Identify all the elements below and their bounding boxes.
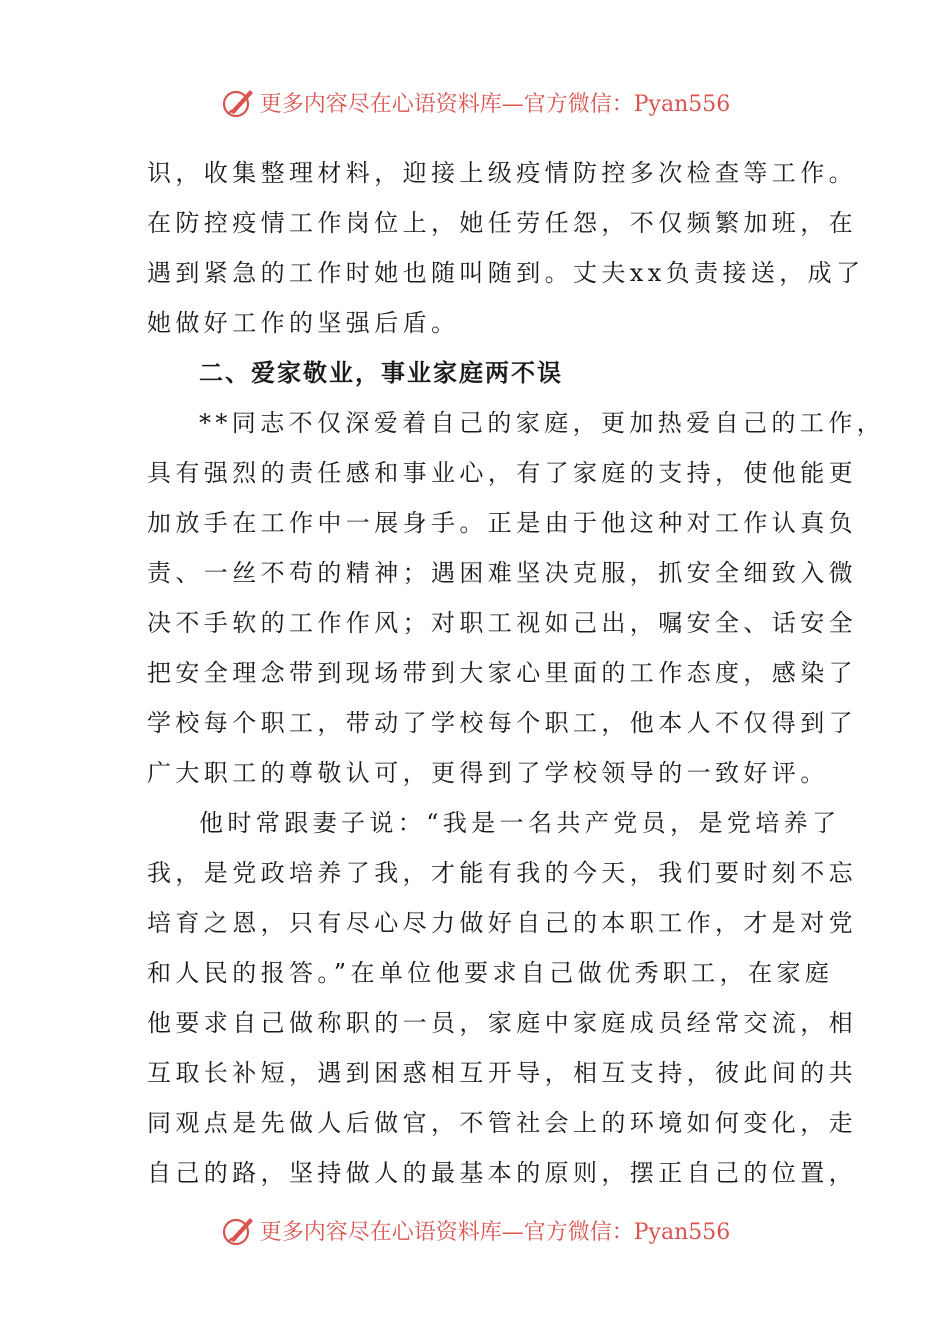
- text-line: 他要求自己做称职的一员，家庭中家庭成员经常交流，相: [147, 1009, 857, 1037]
- text-line: 培育之恩，只有尽心尽力做好自己的本职工作，才是对党: [147, 909, 857, 937]
- document-body: [147, 148, 885, 1198]
- text-line: 学校每个职工，带动了学校每个职工，他本人不仅得到了: [147, 709, 857, 737]
- text-line: 她做好工作的坚强后盾。: [147, 309, 460, 337]
- footer-watermark: [0, 1208, 950, 1252]
- text-line: 广大职工的尊敬认可，更得到了学校领导的一致好评。: [147, 759, 829, 787]
- text-line: 在防控疫情工作岗位上，她任劳任怨，不仅频繁加班，在: [147, 209, 857, 237]
- text-line: 我，是党政培养了我，才能有我的今天，我们要时刻不忘: [147, 859, 857, 887]
- text-line: 决不手软的工作作风；对职工视如己出，嘱安全、话安全: [147, 609, 857, 637]
- text-line: 责、一丝不苟的精神；遇困难坚决克服，抓安全细致入微: [147, 559, 857, 587]
- footer-watermark-text: 更多内容尽在心语资料库—官方微信：Pyan556: [259, 1219, 731, 1245]
- header-watermark-text: 更多内容尽在心语资料库—官方微信：Pyan556: [259, 91, 731, 117]
- text-line: 遇到紧急的工作时她也随叫随到。丈夫xx负责接送，成了: [147, 259, 865, 287]
- text-line: 互取长补短，遇到困惑相互开导，相互支持，彼此间的共: [147, 1059, 857, 1087]
- header-watermark: [0, 80, 950, 124]
- text-line: 自己的路，坚持做人的最基本的原则，摆正自己的位置，: [147, 1159, 857, 1187]
- text-line: 他时常跟妻子说：“我是一名共产党员，是党培养了: [199, 809, 841, 837]
- text-line: 识，收集整理材料，迎接上级疫情防控多次检查等工作。: [147, 159, 857, 187]
- text-line: 具有强烈的责任感和事业心，有了家庭的支持，使他能更: [147, 459, 857, 487]
- text-line: 把安全理念带到现场带到大家心里面的工作态度，感染了: [147, 659, 857, 687]
- text-line: **同志不仅深爱着自己的家庭，更加热爱自己的工作，: [199, 409, 885, 437]
- text-line: 加放手在工作中一展身手。正是由于他这种对工作认真负: [147, 509, 857, 537]
- quill-logo-icon: [220, 1212, 256, 1248]
- text-line: 同观点是先做人后做官，不管社会上的环境如何变化，走: [147, 1109, 857, 1137]
- text-line: 和人民的报答。”在单位他要求自己做优秀职工，在家庭: [147, 959, 834, 987]
- quill-logo-icon: [220, 84, 256, 120]
- section-heading: 二、爱家敬业，事业家庭两不误: [199, 358, 563, 387]
